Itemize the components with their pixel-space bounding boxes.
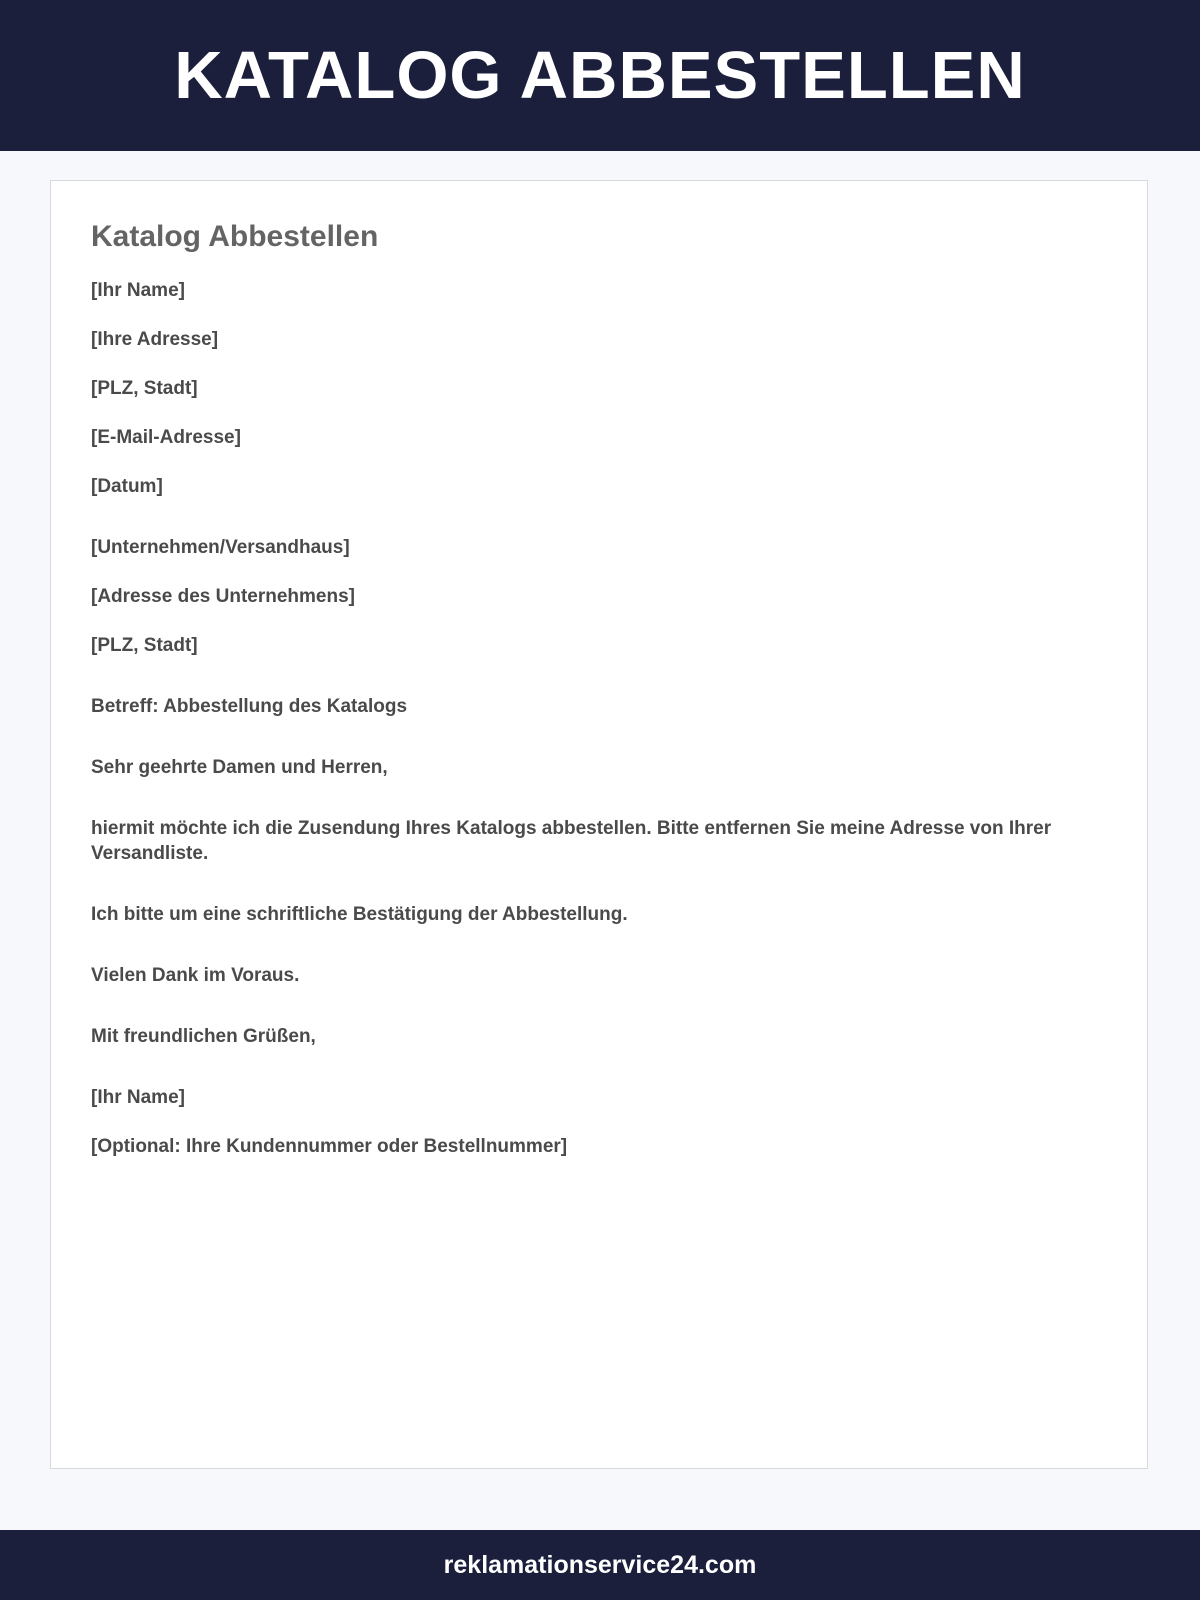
page-footer <box>0 1530 1200 1600</box>
letter-date: [Datum] <box>91 476 163 497</box>
recipient-zip-city: [PLZ, Stadt] <box>91 635 198 656</box>
document-title: Katalog Abbestellen <box>91 220 379 253</box>
optional-customer-number: [Optional: Ihre Kundennummer oder Bestellnummer] <box>91 1136 568 1157</box>
letter-thanks: Vielen Dank im Voraus. <box>91 965 300 986</box>
letter-closing: Mit freundlichen Grüßen, <box>91 1026 316 1047</box>
page-header <box>0 0 1200 151</box>
letter-card <box>50 180 1148 1469</box>
footer-website: reklamationservice24.com <box>443 1550 757 1579</box>
signature-name: [Ihr Name] <box>91 1087 185 1108</box>
letter-body-paragraph: hiermit möchte ich die Zusendung Ihres Katalogs abbestellen. Bitte entfernen Sie meine Adresse von Ihrer Versandliste. <box>91 818 1052 864</box>
letter-confirmation-request: Ich bitte um eine schriftliche Bestätigung der Abbestellung. <box>91 904 628 925</box>
letter-salutation: Sehr geehrte Damen und Herren, <box>91 757 388 778</box>
recipient-company: [Unternehmen/Versandhaus] <box>91 537 350 558</box>
sender-address: [Ihre Adresse] <box>91 329 219 350</box>
sender-name: [Ihr Name] <box>91 280 185 301</box>
page-title: KATALOG ABBESTELLEN <box>174 38 1026 113</box>
sender-email: [E-Mail-Adresse] <box>91 427 241 448</box>
sender-zip-city: [PLZ, Stadt] <box>91 378 198 399</box>
letter-subject: Betreff: Abbestellung des Katalogs <box>91 696 408 717</box>
recipient-address: [Adresse des Unternehmens] <box>91 586 355 607</box>
